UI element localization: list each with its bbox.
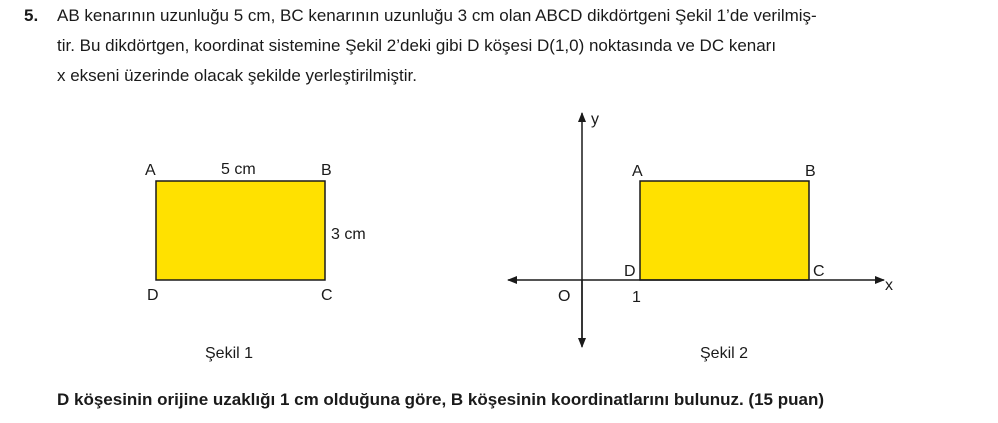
origin-label: O bbox=[558, 288, 571, 305]
caption-fig1: Şekil 1 bbox=[205, 345, 254, 362]
label-d-fig2: D bbox=[624, 263, 636, 280]
caption-fig2: Şekil 2 bbox=[700, 345, 749, 362]
label-d-fig1: D bbox=[147, 287, 159, 304]
question-number: 5. bbox=[24, 6, 39, 25]
axis-x-label: x bbox=[885, 277, 893, 294]
label-a-fig1: A bbox=[145, 162, 156, 179]
label-b-fig1: B bbox=[321, 162, 332, 179]
tick-1-label: 1 bbox=[632, 289, 641, 306]
figure-2 bbox=[508, 111, 893, 362]
side-bc-length: 3 cm bbox=[331, 226, 366, 243]
rectangle-abcd-fig1 bbox=[156, 181, 325, 280]
axis-y-label: y bbox=[591, 111, 599, 128]
label-a-fig2: A bbox=[632, 163, 643, 180]
question-text-line-3: x ekseni üzerinde olacak şekilde yerleştirilmiştir. bbox=[57, 66, 417, 85]
label-c-fig2: C bbox=[813, 263, 825, 280]
label-c-fig1: C bbox=[321, 287, 333, 304]
side-ab-length: 5 cm bbox=[221, 161, 256, 178]
figure-1 bbox=[145, 161, 366, 362]
rectangle-abcd-fig2 bbox=[640, 181, 809, 280]
question-text-line-1: AB kenarının uzunluğu 5 cm, BC kenarının uzunluğu 3 cm olan ABCD dikdörtgeni Şekil 1’de verilmiş- bbox=[57, 6, 817, 25]
label-b-fig2: B bbox=[805, 163, 816, 180]
question-prompt: D köşesinin orijine uzaklığı 1 cm olduğuna göre, B köşesinin koordinatlarını bulunuz. (15 puan) bbox=[57, 390, 824, 409]
question-text-line-2: tir. Bu dikdörtgen, koordinat sistemine Şekil 2’deki gibi D köşesi D(1,0) noktasında ve DC kenarı bbox=[57, 36, 777, 55]
